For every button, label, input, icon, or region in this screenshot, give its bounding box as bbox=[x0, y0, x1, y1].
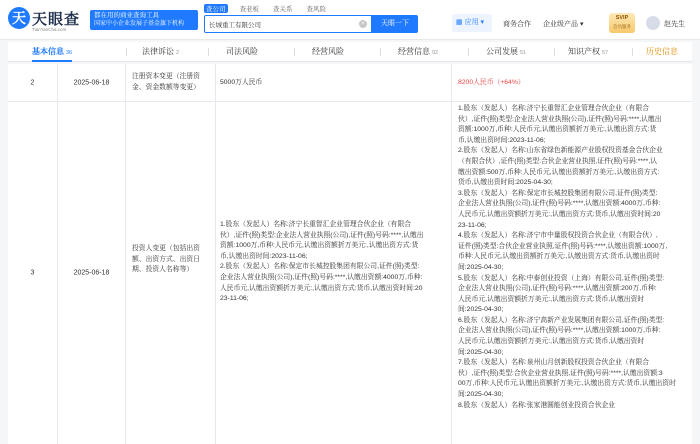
tab-label: 知识产权 bbox=[568, 47, 600, 56]
after-line: 企业法人营业执照(公司),证件(照)号码:****,认缴出资额:200万,币种: bbox=[458, 285, 657, 293]
after-line: 币种:人民币元,认缴出资额折万美元:,认缴出资方式:货币,认缴出资时 bbox=[458, 253, 660, 261]
slogan-banner bbox=[90, 10, 198, 30]
section-tabs bbox=[8, 42, 692, 62]
after-line: 1.股东（发起人）名称:济宁长重智汇企业管理合伙企业（有限合 bbox=[458, 105, 650, 112]
after-line: 资额:1000万,币种:人民币元,认缴出资额折万美元:,认缴出资方式:货 bbox=[458, 126, 657, 134]
after-line: 8.股东（发起人）名称:张家港圆能创业投资合伙企业 bbox=[458, 401, 616, 409]
before-line: 币,认缴出资时间:2023-11-06; bbox=[220, 252, 308, 260]
tab-divider bbox=[380, 48, 381, 56]
app-menu-label: 应用 bbox=[464, 19, 479, 26]
cell-before bbox=[216, 102, 452, 444]
cell-change-item bbox=[126, 64, 216, 101]
tab-count: 2 bbox=[176, 50, 180, 56]
after-line: 伙）,证件(照)类型:企业法人营业执照(公司),证件(照)号码:****,认缴出 bbox=[458, 115, 662, 123]
search-box bbox=[204, 15, 372, 33]
table-row bbox=[8, 102, 692, 444]
tab-history[interactable] bbox=[646, 42, 680, 62]
slogan-line1: 都在用的商业查询工具 bbox=[94, 12, 159, 19]
slogan-line2: 国家中小企业发展子基金旗下机构 bbox=[94, 21, 185, 27]
tab-divider bbox=[126, 48, 127, 56]
after-line: 人民币元,认缴出资额折万美元:,认缴出资方式:货币,认缴出资时间:20 bbox=[458, 210, 661, 218]
grid-icon: ▦ bbox=[456, 19, 463, 26]
search-tab-company[interactable]: 查公司 bbox=[206, 6, 226, 13]
cell-change-item bbox=[126, 102, 216, 444]
before-line: 伙）,证件(照)类型:企业法人营业执照(公司),证件(照)号码:****,认缴出 bbox=[220, 231, 424, 239]
tab-label: 经营风险 bbox=[312, 47, 344, 56]
after-value: 8200人民币（+64%） bbox=[458, 79, 525, 86]
after-line: （有限合伙）,证件(照)类型:合伙企业营业执照,证件(照)号码:****,认 bbox=[458, 157, 657, 165]
after-line: 伙）,证件(照)类型:合伙企业营业执照,证件(照)号码:****,认缴出资额:3 bbox=[458, 369, 663, 377]
tab-basic-info[interactable] bbox=[32, 42, 72, 62]
svip-sublabel: 会员服务 bbox=[613, 24, 631, 29]
after-line: 7.股东（发起人）名称:泉州山月创新股权投资合伙企业（有限合 bbox=[458, 359, 650, 367]
clear-icon[interactable]: × bbox=[359, 20, 367, 28]
after-lines bbox=[458, 104, 690, 411]
search-input[interactable] bbox=[205, 16, 355, 32]
tab-label: 公司发展 bbox=[486, 47, 518, 56]
change-date: 2025-06-18 bbox=[73, 269, 110, 277]
tab-label: 经营信息 bbox=[398, 47, 430, 56]
nav-business-cooperation[interactable]: 商务合作 bbox=[503, 21, 531, 28]
nav-enterprise-products-label: 企业级产品 bbox=[543, 21, 578, 28]
tab-legal[interactable] bbox=[142, 42, 179, 62]
after-line: 证件(照)类型:合伙企业营业执照,证件(照)号码:****,认缴出资额:1000万, bbox=[458, 242, 668, 250]
search-type-tabs bbox=[204, 4, 338, 14]
tab-label: 基本信息 bbox=[32, 47, 64, 56]
avatar[interactable] bbox=[646, 16, 660, 30]
tab-divider bbox=[554, 48, 555, 56]
search-tab-relation[interactable]: 查关系 bbox=[273, 6, 293, 13]
tab-divider bbox=[632, 48, 633, 56]
cell-index bbox=[8, 64, 58, 101]
chevron-down-icon: ▾ bbox=[480, 19, 485, 26]
cell-date bbox=[58, 64, 126, 101]
cell-after bbox=[452, 64, 692, 101]
after-line: 2.股东（发起人）名称:山东省绿色新能源产业股权投资基金合伙企业 bbox=[458, 147, 663, 155]
tab-label: 历史信息 bbox=[646, 47, 678, 56]
search-button[interactable]: 天眼一下 bbox=[372, 15, 418, 33]
after-line: 5.股东（发起人）名称:中泰创业投资（上海）有限公司,证件(照)类型: bbox=[458, 274, 665, 282]
cell-date bbox=[58, 102, 126, 444]
tab-intellectual-property[interactable] bbox=[568, 42, 608, 62]
svip-label: SVIP bbox=[615, 15, 629, 21]
row-index: 3 bbox=[30, 269, 35, 277]
after-line: 4.股东（发起人）名称:济宁市中量股权投资合伙企业（有限合伙）, bbox=[458, 232, 658, 240]
logo-icon: 天 bbox=[8, 7, 30, 29]
before-line: 资额:1000万,币种:人民币元,认缴出资额折万美元:,认缴出资方式:货 bbox=[220, 242, 419, 250]
after-line: 间:2025-04-30; bbox=[458, 263, 504, 271]
tab-count: 51 bbox=[520, 50, 527, 56]
after-line: 企业法人营业执照(公司),证件(照)号码:****,认缴出资额:4000万,币种: bbox=[458, 200, 661, 208]
change-date: 2025-06-18 bbox=[73, 79, 110, 86]
after-line: 间:2025-04-30; bbox=[458, 306, 504, 314]
search-tab-risk[interactable]: 查风险 bbox=[306, 6, 326, 13]
tab-divider bbox=[468, 48, 469, 56]
app-menu-button[interactable] bbox=[452, 14, 492, 32]
tab-operating-risk[interactable] bbox=[312, 42, 346, 62]
change-records-table bbox=[8, 64, 692, 444]
before-line: 人民币元,认缴出资额折万美元:,认缴出资方式:货币,认缴出资时间:20 bbox=[220, 284, 423, 292]
tab-count: 57 bbox=[602, 50, 609, 56]
after-line: 3.股东（发起人）名称:保定市长城控股集团有限公司,证件(照)类型: bbox=[458, 189, 658, 197]
cell-after bbox=[452, 102, 692, 444]
after-line: 间:2025-04-30; bbox=[458, 391, 504, 399]
tab-count: 92 bbox=[432, 50, 439, 56]
after-line: 间:2025-04-30; bbox=[458, 348, 504, 356]
tab-judicial-risk[interactable] bbox=[226, 42, 260, 62]
top-header bbox=[0, 0, 700, 40]
tab-divider bbox=[294, 48, 295, 56]
svip-badge[interactable] bbox=[609, 13, 635, 33]
logo-text: 天眼查 bbox=[32, 11, 81, 28]
table-row bbox=[8, 64, 692, 102]
before-line: 23-11-06; bbox=[220, 295, 249, 303]
tab-divider bbox=[208, 48, 209, 56]
after-line: 货币,认缴出资时间:2025-04-30; bbox=[458, 179, 553, 187]
before-line: 2.股东（发起人）名称:保定市长城控股集团有限公司,证件(照)类型: bbox=[220, 263, 420, 271]
cell-index bbox=[8, 102, 58, 444]
tab-label: 司法风险 bbox=[226, 47, 258, 56]
search-tab-boss[interactable]: 查老板 bbox=[239, 6, 259, 13]
after-line: 企业法人营业执照(公司),证件(照)号码:****,认缴出资额:1000万,币种: bbox=[458, 327, 661, 335]
before-line: 1.股东（发起人）名称:济宁长重智汇企业管理合伙企业（有限合 bbox=[220, 221, 412, 228]
before-line: 企业法人营业执照(公司),证件(照)号码:****,认缴出资额:4000万,币种: bbox=[220, 273, 423, 281]
user-name[interactable]: 赵先生 bbox=[664, 21, 685, 28]
after-line: 人民币元,认缴出资额折万美元:,认缴出资方式:货币,认缴出资时 bbox=[458, 295, 645, 303]
site-logo[interactable] bbox=[8, 7, 88, 33]
tab-operating-info[interactable] bbox=[398, 42, 438, 62]
cell-before bbox=[216, 64, 452, 101]
nav-enterprise-products[interactable] bbox=[543, 19, 583, 29]
before-value: 5000万人民币 bbox=[220, 79, 263, 86]
row-index: 2 bbox=[30, 79, 35, 86]
after-line: 缴出资额:500万,币种:人民币元,认缴出资额折万美元:,认缴出资方式: bbox=[458, 168, 660, 176]
after-line: 6.股东（发起人）名称:济宁高新产业发展集团有限公司,证件(照)类型: bbox=[458, 316, 665, 324]
before-lines bbox=[220, 220, 450, 305]
tab-company-development[interactable] bbox=[486, 42, 526, 62]
change-item: 投资人变更（包括出资额、出资方式、出资日期、投资人名称等） bbox=[132, 245, 200, 274]
chevron-down-icon: ▾ bbox=[578, 21, 584, 28]
logo-subtext: TianYanCha.com bbox=[32, 27, 67, 32]
after-line: 币,认缴出资时间:2023-11-06; bbox=[458, 136, 546, 144]
after-line: 23-11-06; bbox=[458, 221, 487, 229]
change-item: 注册资本变更（注册资金、资金数额等变更） bbox=[132, 73, 200, 91]
tab-label: 法律诉讼 bbox=[142, 47, 174, 56]
after-line: 00万,币种:人民币元,认缴出资额折万美元:,认缴出资方式:货币,认缴出资时 bbox=[458, 380, 676, 388]
after-line: 人民币元,认缴出资额折万美元:,认缴出资方式:货币,认缴出资时 bbox=[458, 338, 645, 346]
tab-count: 36 bbox=[66, 50, 73, 56]
